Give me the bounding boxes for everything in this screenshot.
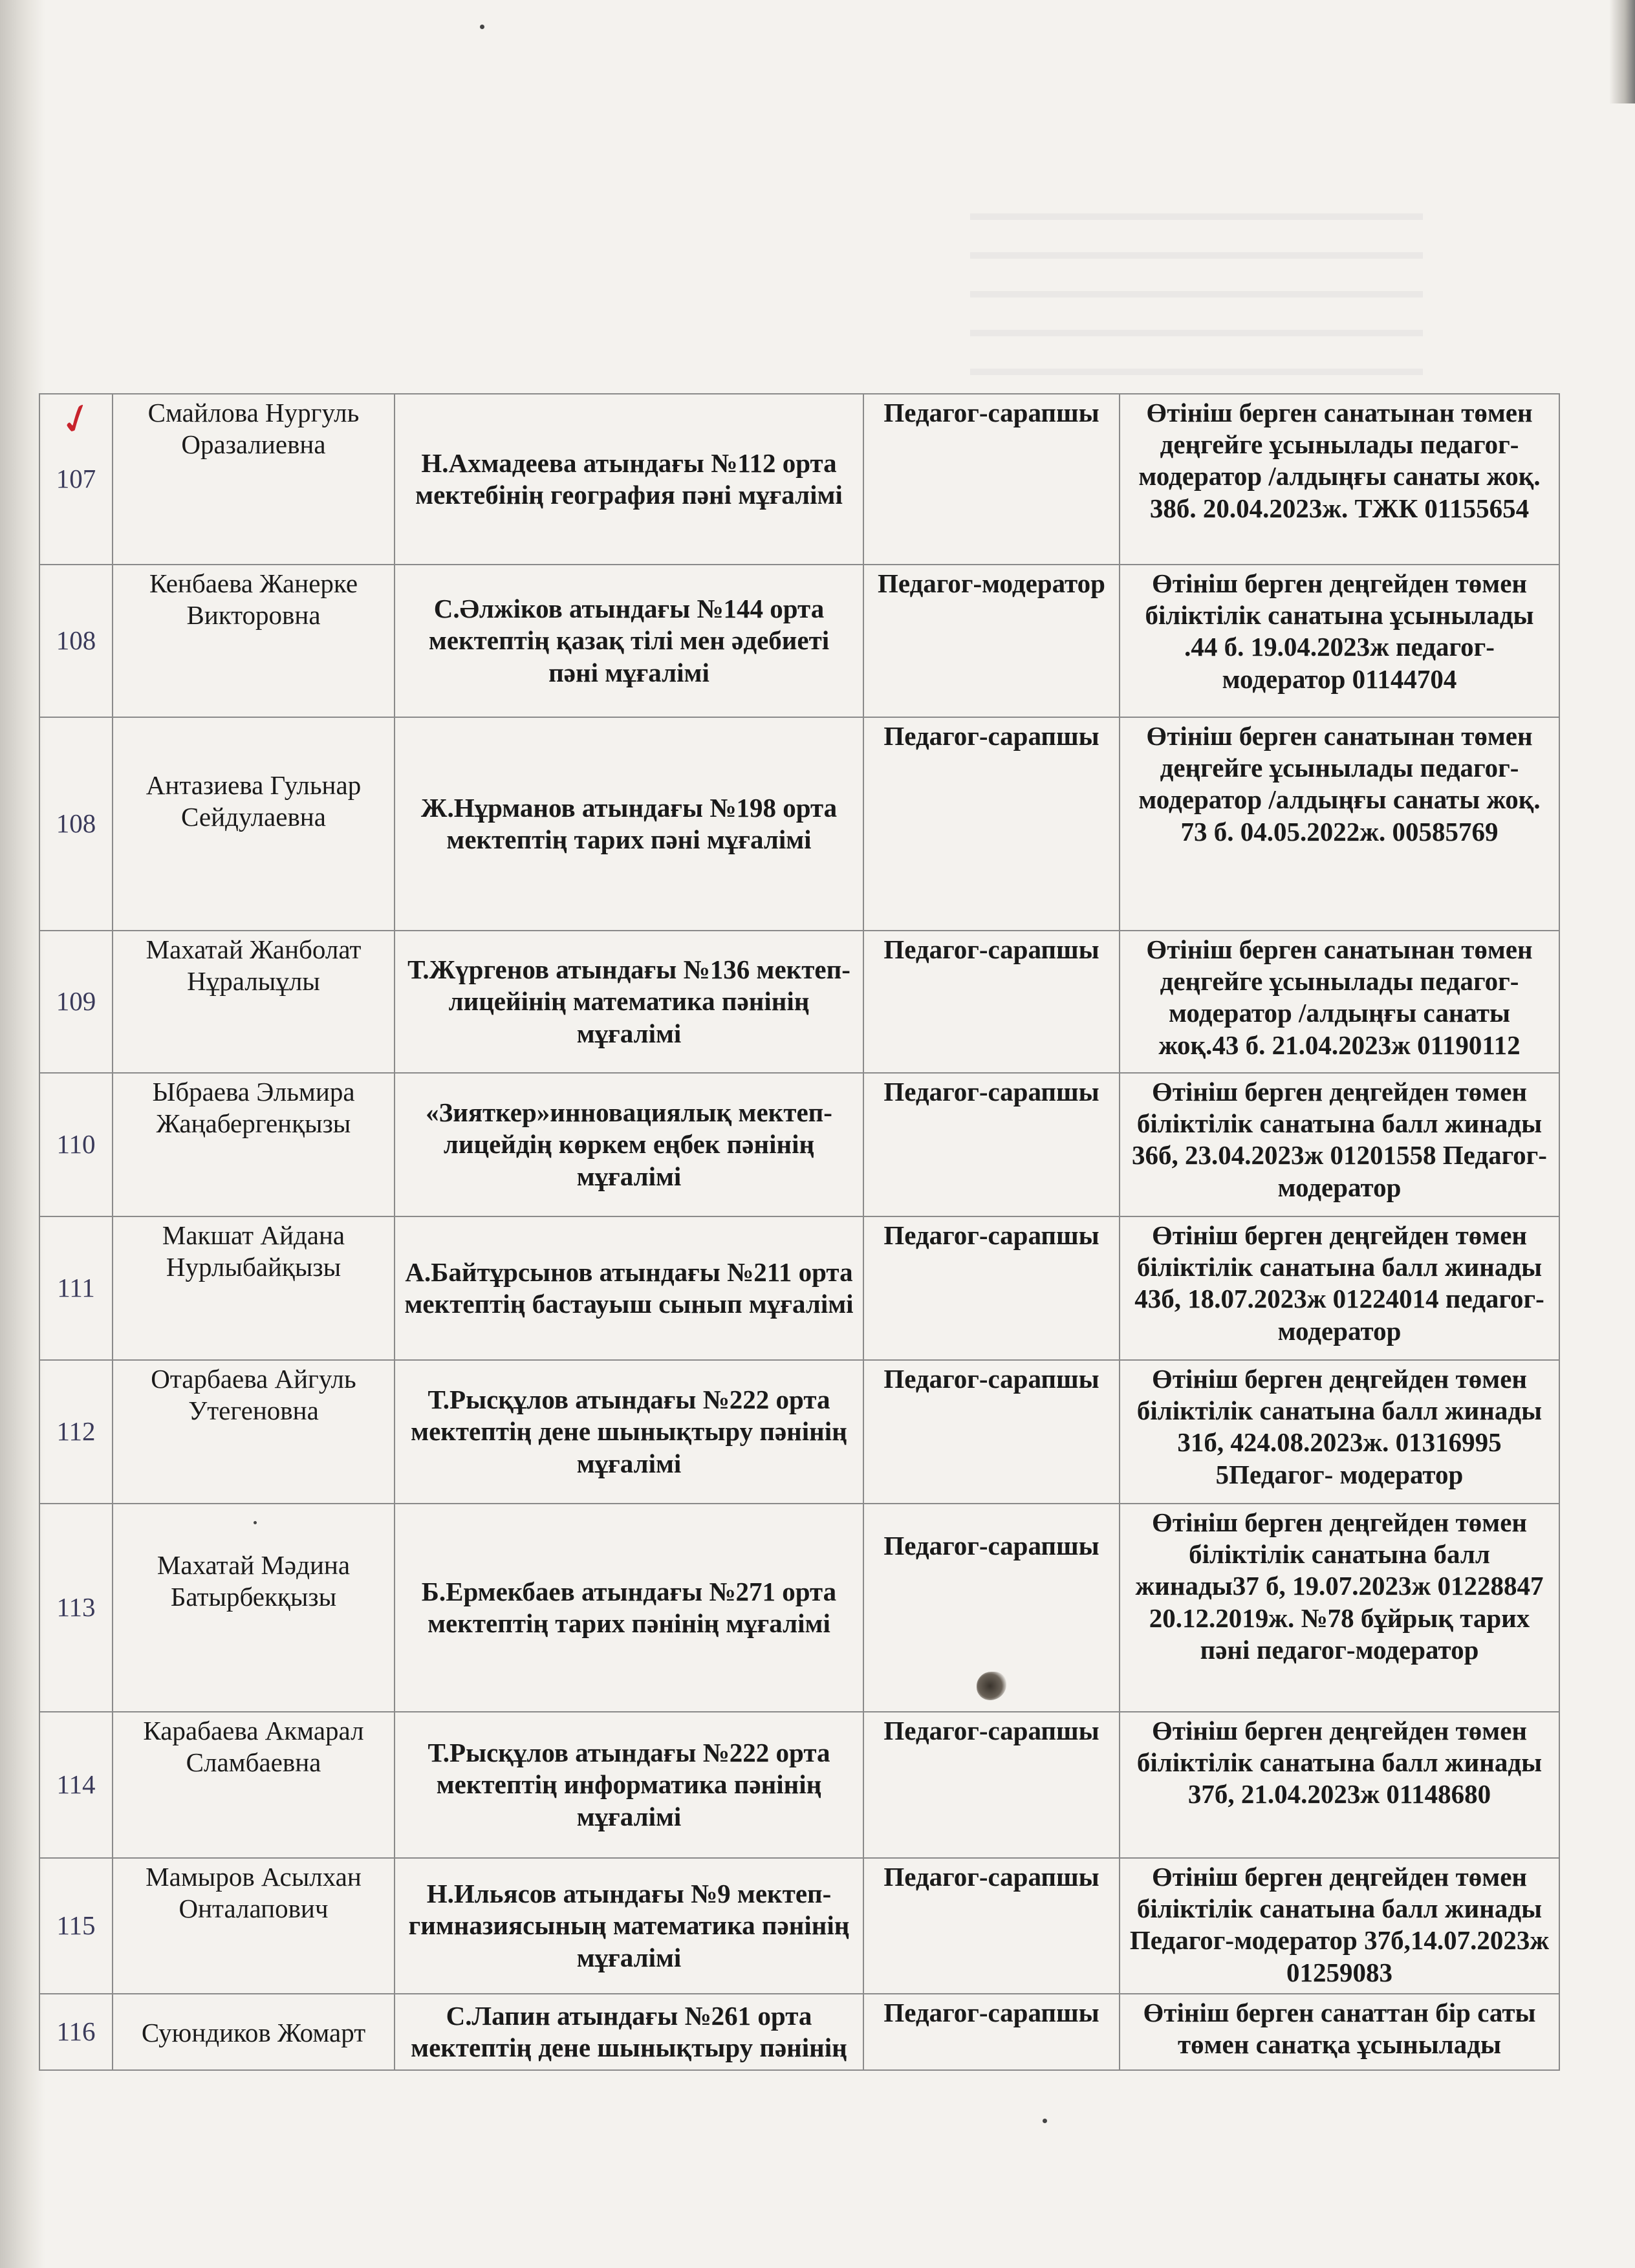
decision-result: Өтініш берген деңгейден төмен біліктілік санатына ұсынылады .44 б. 19.04.2023ж педагог-модератор 01144704	[1120, 565, 1559, 717]
decision-result: Өтініш берген деңгейден төмен біліктілік санатына балл жинады 36б, 23.04.2023ж 01201558 Педагог-модератор	[1120, 1073, 1559, 1216]
teacher-name: Антазиева Гульнар Сейдулаевна	[113, 717, 395, 931]
requested-category: Педагог-сарапшы	[863, 394, 1120, 565]
decision-result: Өтініш берген санатынан төмен деңгейге ұсынылады педагог-модератор /алдыңғы санаты жоқ. 73 б. 04.05.2022ж. 00585769	[1120, 717, 1559, 931]
decision-result: Өтініш берген санаттан бір саты төмен санатқа ұсынылады	[1120, 1994, 1559, 2070]
requested-category: Педагог-сарапшы	[863, 1504, 1120, 1712]
requested-category: Педагог-сарапшы	[863, 1712, 1120, 1858]
school-position: С.Әлжіков атындағы №144 орта мектептің қазақ тілі мен әдебиеті пәні мұғалімі	[395, 565, 863, 717]
teacher-name: Макшат Айдана Нурлыбайқызы	[113, 1216, 395, 1360]
requested-category: Педагог-сарапшы	[863, 1216, 1120, 1360]
row-number: 108	[39, 565, 113, 717]
school-position: Б.Ермекбаев атындағы №271 орта мектептің тарих пәнінің мұғалімі	[395, 1504, 863, 1712]
table-row	[39, 931, 1559, 1073]
checkmark-icon: ✓	[52, 391, 101, 448]
requested-category: Педагог-модератор	[863, 565, 1120, 717]
row-number: 115	[39, 1858, 113, 1994]
table-row	[39, 565, 1559, 717]
requested-category: Педагог-сарапшы	[863, 717, 1120, 931]
school-position: Т.Жүргенов атындағы №136 мектеп-лицейінің математика пәнінің мұғалімі	[395, 931, 863, 1073]
requested-category: Педагог-сарапшы	[863, 1994, 1120, 2070]
scan-speck	[480, 25, 484, 29]
decision-result: Өтініш берген санатынан төмен деңгейге ұсынылады педагог-модератор /алдыңғы санаты жоқ.43 б. 21.04.2023ж 01190112	[1120, 931, 1559, 1073]
teacher-name: Кенбаева Жанерке Викторовна	[113, 565, 395, 717]
decision-result: Өтініш берген деңгейден төмен біліктілік санатына балл жинады 31б, 424.08.2023ж. 01316995 5Педагог- модератор	[1120, 1360, 1559, 1504]
row-number: 108	[39, 717, 113, 931]
requested-category: Педагог-сарапшы	[863, 1073, 1120, 1216]
school-position: Т.Рысқұлов атындағы №222 орта мектептің информатика пәнінің мұғалімі	[395, 1712, 863, 1858]
teacher-attestation-table	[39, 393, 1560, 2071]
teacher-name: Махатай Мәдина Батырбекқызы	[113, 1504, 395, 1712]
table-row	[39, 1073, 1559, 1216]
school-position: «Зияткер»инновациялық мектеп-лицейдің көркем еңбек пәнінің мұғалімі	[395, 1073, 863, 1216]
decision-result: Өтініш берген деңгейден төмен біліктілік санатына балл жинады 37б, 21.04.2023ж 01148680	[1120, 1712, 1559, 1858]
requested-category: Педагог-сарапшы	[863, 1360, 1120, 1504]
row-number: 113	[39, 1504, 113, 1712]
school-position: Н.Ахмадеева атындағы №112 орта мектебінің география пәні мұғалімі	[395, 394, 863, 565]
decision-result: Өтініш берген деңгейден төмен біліктілік санатына балл жинады Педагог-модератор 37б,14.07.2023ж 01259083	[1120, 1858, 1559, 1994]
row-number: 107	[39, 394, 113, 565]
table-row	[39, 717, 1559, 931]
requested-category: Педагог-сарапшы	[863, 1858, 1120, 1994]
teacher-name: Суюндиков Жомарт	[113, 1994, 395, 2070]
scan-speck	[254, 1521, 257, 1524]
row-number: 111	[39, 1216, 113, 1360]
bleed-through-text	[970, 213, 1423, 382]
teacher-name: Смайлова Нургуль Оразалиевна	[113, 394, 395, 565]
school-position: С.Лапин атындағы №261 орта мектептің дене шынықтыру пәнінің	[395, 1994, 863, 2070]
school-position: Н.Ильясов атындағы №9 мектеп-гимназиясының математика пәнінің мұғалімі	[395, 1858, 863, 1994]
teacher-name: Махатай Жанболат Нұралыұлы	[113, 931, 395, 1073]
decision-result: Өтініш берген деңгейден төмен біліктілік санатына балл жинады37 б, 19.07.2023ж 01228847 20.12.2019ж. №78 бұйрық тарих пәні педагог-модератор	[1120, 1504, 1559, 1712]
row-number: 116	[39, 1994, 113, 2070]
table-row	[39, 1712, 1559, 1858]
table-row	[39, 1994, 1559, 2070]
school-position: А.Байтұрсынов атындағы №211 орта мектептің бастауыш сынып мұғалімі	[395, 1216, 863, 1360]
table-row	[39, 1858, 1559, 1994]
row-number: 114	[39, 1712, 113, 1858]
table-row	[39, 1360, 1559, 1504]
table-row	[39, 1504, 1559, 1712]
school-position: Т.Рысқұлов атындағы №222 орта мектептің дене шынықтыру пәнінің мұғалімі	[395, 1360, 863, 1504]
school-position: Ж.Нұрманов атындағы №198 орта мектептің тарих пәні мұғалімі	[395, 717, 863, 931]
requested-category: Педагог-сарапшы	[863, 931, 1120, 1073]
row-number: 110	[39, 1073, 113, 1216]
scan-speck	[1043, 2119, 1047, 2123]
table-row	[39, 1216, 1559, 1360]
row-number: 112	[39, 1360, 113, 1504]
table-row	[39, 394, 1559, 565]
row-number: 109	[39, 931, 113, 1073]
scan-edge-right	[1609, 0, 1635, 103]
teacher-name: Мамыров Асылхан Онталапович	[113, 1858, 395, 1994]
decision-result: Өтініш берген деңгейден төмен біліктілік санатына балл жинады 43б, 18.07.2023ж 01224014 педагог-модератор	[1120, 1216, 1559, 1360]
teacher-name: Отарбаева Айгуль Утегеновна	[113, 1360, 395, 1504]
teacher-name: Ыбраева Эльмира Жаңабергенқызы	[113, 1073, 395, 1216]
decision-result: Өтініш берген санатынан төмен деңгейге ұсынылады педагог-модератор /алдыңғы санаты жоқ. 38б. 20.04.2023ж. ТЖК 01155654	[1120, 394, 1559, 565]
teacher-name: Карабаева Акмарал Сламбаевна	[113, 1712, 395, 1858]
